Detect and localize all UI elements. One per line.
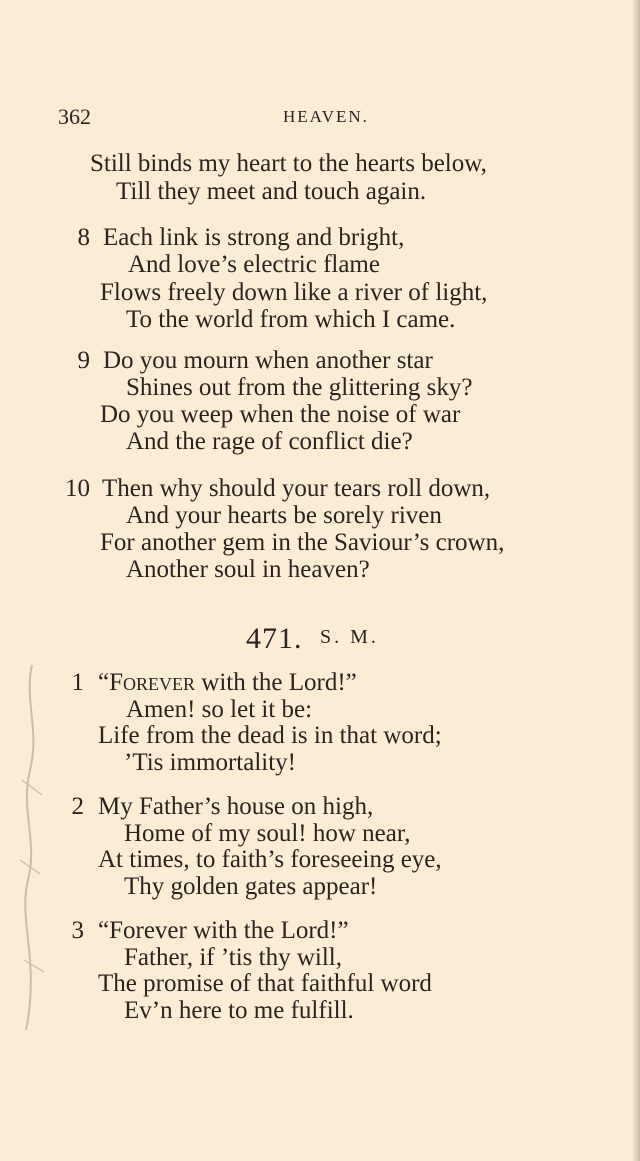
verse-line: At times, to faith’s foreseeing eye, — [98, 846, 442, 873]
verse-line: And love’s electric flame — [128, 251, 380, 278]
verse-line: Amen! so let it be: — [126, 696, 313, 723]
verse-line: And your hearts be sorely riven — [126, 502, 442, 529]
verse-line: The promise of that faithful word — [98, 970, 432, 997]
open-quote: “ — [98, 669, 110, 696]
verse-line: Each link is strong and bright, — [103, 224, 405, 251]
hymn-number: 471. — [246, 622, 303, 655]
verse-line: Thy golden gates appear! — [124, 873, 378, 900]
stanza-number: 1 — [71, 669, 84, 696]
verse-line: And the rage of conflict die? — [126, 428, 413, 455]
verse-line: Another soul in heaven? — [126, 556, 370, 583]
hymn-meter: S. M. — [320, 626, 379, 648]
verse-line: Still binds my heart to the hearts below, — [90, 150, 487, 177]
verse-line: Ev’n here to me fulfill. — [124, 997, 354, 1024]
running-title: HEAVEN. — [283, 107, 369, 126]
verse-line: Till they meet and touch again. — [116, 178, 427, 205]
verse-line: To the world from which I came. — [126, 306, 456, 333]
margin-pencil-marks — [14, 660, 50, 1040]
page-number: 362 — [58, 104, 91, 129]
page-edge-shadow — [632, 0, 640, 1161]
stanza-number: 10 — [65, 475, 90, 502]
verse-line: Life from the dead is in that word; — [98, 722, 442, 749]
verse-line: Father, if ’tis thy will, — [124, 944, 342, 971]
verse-line: Shines out from the glittering sky? — [126, 374, 473, 401]
verse-line: My Father’s house on high, — [98, 793, 374, 820]
stanza-number: 3 — [71, 917, 84, 944]
verse-line: Do you mourn when another star — [103, 347, 433, 374]
verse-line: Then why should your tears roll down, — [102, 475, 491, 502]
page-header — [58, 104, 378, 134]
verse-line: For another gem in the Saviour’s crown, — [100, 529, 505, 556]
stanza-number: 2 — [71, 793, 84, 820]
verse-line: ’Tis immortality! — [124, 749, 297, 776]
stanza-number: 8 — [77, 224, 90, 251]
verse-line: “Forever with the Lord!” — [98, 917, 349, 944]
verse-line: Home of my soul! how near, — [124, 820, 411, 847]
verse-line: Do you weep when the noise of war — [100, 401, 461, 428]
stanza-number: 9 — [77, 347, 90, 374]
small-caps-word: Forever — [109, 669, 196, 696]
verse-line-first — [98, 669, 357, 697]
verse-line: Flows freely down like a river of light, — [100, 279, 488, 306]
verse-line-rest: with the Lord!” — [195, 669, 357, 696]
